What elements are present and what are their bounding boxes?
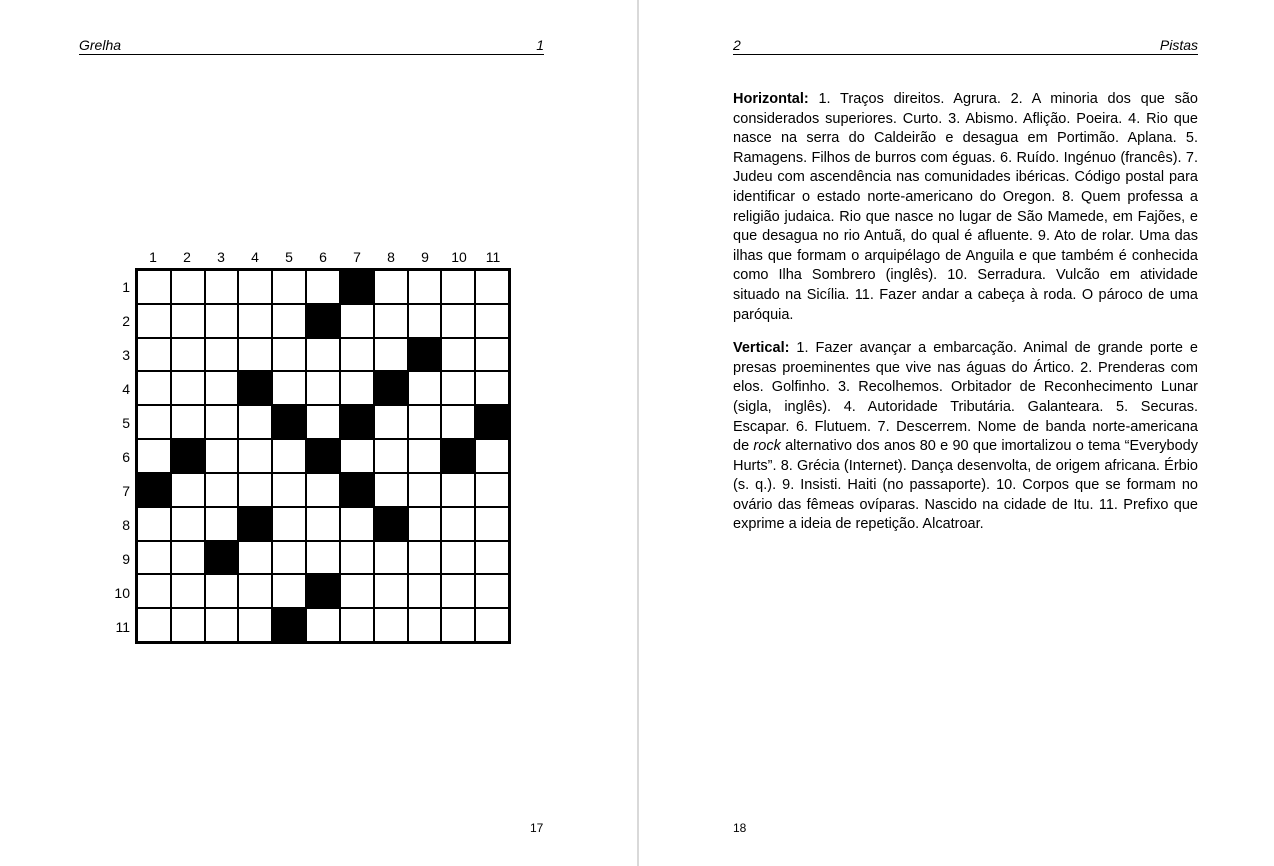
- left-header-number: 1: [536, 37, 544, 53]
- grid-column-label: 7: [353, 249, 361, 265]
- grid-cell-white[interactable]: [138, 305, 170, 337]
- grid-cell-white[interactable]: [239, 609, 271, 641]
- grid-row-label: 11: [115, 619, 130, 635]
- left-running-header: [79, 37, 544, 55]
- clues-section: [733, 90, 1198, 549]
- grid-cell-white[interactable]: [442, 474, 474, 506]
- grid-cell-black: [273, 406, 305, 438]
- grid-cell-white[interactable]: [409, 575, 441, 607]
- grid-cell-white[interactable]: [409, 271, 441, 303]
- grid-cell-white[interactable]: [239, 474, 271, 506]
- grid-cell-white[interactable]: [273, 372, 305, 404]
- grid-cell-black: [307, 575, 339, 607]
- grid-cell-white[interactable]: [409, 609, 441, 641]
- grid-column-label: 6: [319, 249, 327, 265]
- grid-cell-white[interactable]: [206, 339, 238, 371]
- grid-cell-white[interactable]: [409, 372, 441, 404]
- grid-cell-black: [442, 440, 474, 472]
- grid-cell-white[interactable]: [341, 305, 373, 337]
- grid-cell-white[interactable]: [206, 474, 238, 506]
- grid-cell-white[interactable]: [442, 609, 474, 641]
- grid-row-label: 1: [122, 279, 130, 295]
- grid-cell-white[interactable]: [206, 609, 238, 641]
- grid-cell-white[interactable]: [206, 440, 238, 472]
- grid-cell-white[interactable]: [138, 406, 170, 438]
- grid-cell-white[interactable]: [476, 474, 508, 506]
- grid-cell-black: [239, 508, 271, 540]
- grid-cell-white[interactable]: [172, 609, 204, 641]
- grid-cell-white[interactable]: [307, 339, 339, 371]
- grid-row-labels: [100, 270, 132, 640]
- grid-cell-white[interactable]: [442, 508, 474, 540]
- grid-row-label: 4: [122, 381, 130, 397]
- grid-row-label: 3: [122, 347, 130, 363]
- grid-cell-white[interactable]: [273, 508, 305, 540]
- grid-cell-white[interactable]: [341, 575, 373, 607]
- grid-cell-white[interactable]: [273, 271, 305, 303]
- grid-cell-black: [375, 372, 407, 404]
- grid-row-label: 9: [122, 551, 130, 567]
- grid-row-label: 10: [114, 585, 130, 601]
- grid-cell-black: [375, 508, 407, 540]
- grid-cell-white[interactable]: [341, 609, 373, 641]
- grid-column-label: 8: [387, 249, 395, 265]
- grid-cell-white[interactable]: [138, 575, 170, 607]
- grid-cell-white[interactable]: [476, 508, 508, 540]
- grid-cell-white[interactable]: [341, 508, 373, 540]
- grid-cell-white[interactable]: [375, 542, 407, 574]
- grid-cell-white[interactable]: [172, 474, 204, 506]
- grid-cell-white[interactable]: [476, 542, 508, 574]
- grid-cell-black: [476, 406, 508, 438]
- grid-row-label: 7: [122, 483, 130, 499]
- grid-cell-white[interactable]: [273, 305, 305, 337]
- grid-cell-white[interactable]: [476, 609, 508, 641]
- grid-cell-white[interactable]: [138, 542, 170, 574]
- right-header-title: Pistas: [1159, 37, 1198, 53]
- grid-cell-white[interactable]: [442, 575, 474, 607]
- grid-cell-white[interactable]: [172, 305, 204, 337]
- grid-cell-white[interactable]: [442, 406, 474, 438]
- right-header-number: 2: [733, 37, 741, 53]
- grid-cell-white[interactable]: [206, 271, 238, 303]
- grid-cell-white[interactable]: [206, 508, 238, 540]
- grid-cell-black: [409, 339, 441, 371]
- grid-column-label: 2: [183, 249, 191, 265]
- left-header-title: Grelha: [79, 37, 122, 53]
- crossword-grid: [135, 268, 511, 644]
- grid-cell-white[interactable]: [375, 440, 407, 472]
- right-running-header: [733, 37, 1198, 55]
- horizontal-clues: [733, 90, 1198, 325]
- grid-cell-white[interactable]: [409, 440, 441, 472]
- grid-cell-white[interactable]: [476, 372, 508, 404]
- grid-cell-white[interactable]: [341, 339, 373, 371]
- grid-cell-white[interactable]: [307, 474, 339, 506]
- grid-cell-white[interactable]: [409, 508, 441, 540]
- grid-cell-white[interactable]: [273, 542, 305, 574]
- grid-cell-white[interactable]: [307, 609, 339, 641]
- grid-cell-white[interactable]: [476, 271, 508, 303]
- grid-cell-white[interactable]: [138, 609, 170, 641]
- grid-cell-white[interactable]: [239, 440, 271, 472]
- grid-cell-white[interactable]: [341, 542, 373, 574]
- grid-cell-white[interactable]: [476, 305, 508, 337]
- grid-cell-white[interactable]: [239, 542, 271, 574]
- grid-column-label: 5: [285, 249, 293, 265]
- grid-cell-white[interactable]: [476, 440, 508, 472]
- grid-cell-white[interactable]: [375, 474, 407, 506]
- grid-column-label: 11: [485, 249, 501, 265]
- grid-cell-white[interactable]: [172, 339, 204, 371]
- horizontal-label: Horizontal:: [733, 91, 809, 107]
- grid-cell-white[interactable]: [239, 406, 271, 438]
- grid-cell-white[interactable]: [239, 305, 271, 337]
- grid-cell-white[interactable]: [172, 406, 204, 438]
- grid-row-label: 5: [122, 415, 130, 431]
- grid-column-label: 9: [421, 249, 429, 265]
- grid-cell-white[interactable]: [172, 508, 204, 540]
- grid-cell-white[interactable]: [341, 372, 373, 404]
- grid-row-label: 8: [122, 517, 130, 533]
- grid-cell-white[interactable]: [172, 575, 204, 607]
- grid-cell-white[interactable]: [138, 339, 170, 371]
- grid-cell-white[interactable]: [409, 542, 441, 574]
- right-page-number: 18: [733, 821, 747, 835]
- grid-cell-white[interactable]: [307, 508, 339, 540]
- grid-cell-black: [307, 305, 339, 337]
- grid-column-label: 10: [451, 249, 467, 265]
- vertical-label: Vertical:: [733, 340, 790, 357]
- grid-cell-white[interactable]: [206, 305, 238, 337]
- grid-cell-white[interactable]: [273, 339, 305, 371]
- grid-cell-white[interactable]: [206, 372, 238, 404]
- grid-cell-white[interactable]: [172, 271, 204, 303]
- grid-cell-white[interactable]: [138, 440, 170, 472]
- grid-cell-black: [273, 609, 305, 641]
- grid-column-label: 1: [149, 249, 157, 265]
- grid-column-labels: [136, 248, 510, 266]
- grid-cell-black: [341, 406, 373, 438]
- grid-cell-black: [341, 271, 373, 303]
- grid-cell-white[interactable]: [442, 271, 474, 303]
- grid-cell-white[interactable]: [273, 575, 305, 607]
- grid-cell-white[interactable]: [239, 339, 271, 371]
- grid-cell-white[interactable]: [341, 440, 373, 472]
- grid-cell-black: [341, 474, 373, 506]
- grid-cell-white[interactable]: [206, 575, 238, 607]
- grid-cell-white[interactable]: [138, 271, 170, 303]
- vertical-clues: [733, 339, 1198, 535]
- grid-cell-black: [138, 474, 170, 506]
- grid-cell-black: [307, 440, 339, 472]
- grid-cell-white[interactable]: [172, 542, 204, 574]
- grid-cell-white[interactable]: [172, 372, 204, 404]
- grid-cell-black: [239, 372, 271, 404]
- grid-cell-white[interactable]: [409, 305, 441, 337]
- grid-cell-white[interactable]: [476, 575, 508, 607]
- grid-cell-white[interactable]: [375, 609, 407, 641]
- grid-cell-white[interactable]: [138, 372, 170, 404]
- horizontal-clue-text: 1. Traços direitos. Agrura. 2. A minoria dos que são considerados superiores. Curto. 3. Abismo. Aflição. Poeira. 4. Rio que nasce na serra do Caldeirão e desagua em Portimão. Aplana. 5. Ramagens. Filhos de burros com éguas. 6. Ruído. Ingénuo (francês). 7. Judeu com ascendência nas comunidades ibéricas. Código postal para identificar o estado norte-americano do Oregon. 8. Quem professa a religião judaica. Rio que nasce no lugar de São Mamede, em Fajões, e que desagua no rio Antuã, do qual é afluente. 9. Ato de rolar. Uma das ilhas que formam o arquipélago de Anguila e que também é conhecida como Ilha Sombrero (inglês). 10. Serradura. Vulcão em atividade situado na Sicília. 11. Fazer andar a cabeça à roda. O pároco de uma paróquia.: [733, 91, 1198, 323]
- grid-cell-white[interactable]: [375, 305, 407, 337]
- grid-cell-white[interactable]: [442, 372, 474, 404]
- grid-column-label: 3: [217, 249, 225, 265]
- grid-cell-white[interactable]: [138, 508, 170, 540]
- vertical-clue-text-1: 1. Fazer avançar a embarcação. Animal de grande porte e presas proeminentes que vive nas águas do Ártico. 2. Prenderas com elos. Golfinho. 3. Recolhemos. Orbitador de Reconhecimento Lunar (sigla, inglês). 4. Autoridade Tributária. Galanteara. 5. Securas. Escapar. 6. Flutuem. 7. Descerrem. Nome de banda norte-americana de: [733, 340, 1198, 455]
- grid-cell-black: [206, 542, 238, 574]
- grid-cell-white[interactable]: [239, 575, 271, 607]
- grid-cell-white[interactable]: [273, 440, 305, 472]
- grid-cell-white[interactable]: [375, 575, 407, 607]
- grid-cell-white[interactable]: [273, 474, 305, 506]
- grid-cell-white[interactable]: [307, 406, 339, 438]
- left-page-number: 17: [530, 821, 544, 835]
- grid-cell-white[interactable]: [442, 339, 474, 371]
- grid-cell-white[interactable]: [409, 474, 441, 506]
- right-page: [639, 0, 1274, 866]
- grid-row-label: 6: [122, 449, 130, 465]
- grid-column-label: 4: [251, 249, 259, 265]
- vertical-clue-italic-word: rock: [753, 438, 781, 455]
- grid-cell-white[interactable]: [476, 339, 508, 371]
- grid-row-label: 2: [122, 313, 130, 329]
- vertical-clue-text-2: alternativo dos anos 80 e 90 que imortalizou o tema “Everybody Hurts”. 8. Grécia (Internet). Dança desenvolta, de origem africana. Érbio (s. q.). 9. Insisti. Haiti (no passaporte). 10. Corpos que se formam no ovário das fêmeas ovíparas. Nascido na cidade de Itu. 11. Prefixo que exprime a ideia de repetição. Alcatroar.: [733, 438, 1198, 533]
- grid-cell-black: [172, 440, 204, 472]
- grid-cell-white[interactable]: [206, 406, 238, 438]
- grid-cell-white[interactable]: [375, 271, 407, 303]
- grid-cell-white[interactable]: [307, 542, 339, 574]
- grid-cell-white[interactable]: [239, 271, 271, 303]
- grid-cell-white[interactable]: [409, 406, 441, 438]
- grid-cell-white[interactable]: [375, 339, 407, 371]
- grid-cell-white[interactable]: [442, 305, 474, 337]
- grid-cell-white[interactable]: [307, 372, 339, 404]
- grid-cell-white[interactable]: [307, 271, 339, 303]
- grid-cell-white[interactable]: [442, 542, 474, 574]
- grid-cell-white[interactable]: [375, 406, 407, 438]
